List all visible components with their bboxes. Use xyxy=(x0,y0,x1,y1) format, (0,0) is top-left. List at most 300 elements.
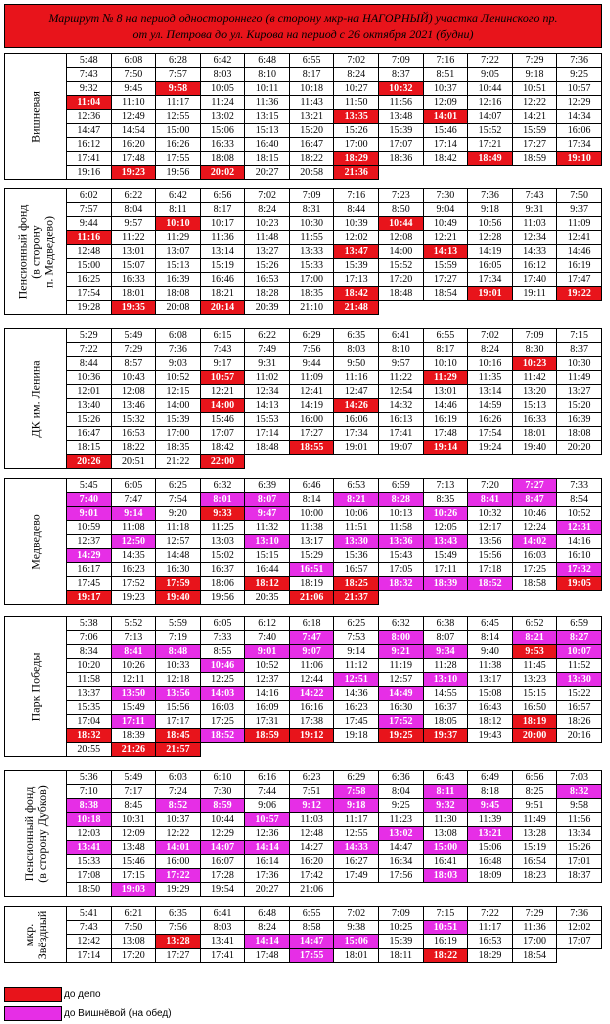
departure-time: 7:29 xyxy=(512,54,557,68)
departure-time: 12:36 xyxy=(67,110,112,124)
departure-time-lunch: 8:00 xyxy=(379,631,424,645)
departure-time-lunch: 13:30 xyxy=(557,673,602,687)
departure-time: 15:13 xyxy=(245,124,290,138)
departure-time: 12:34 xyxy=(512,231,557,245)
departure-time: 15:07 xyxy=(111,259,156,273)
departure-time-depot: 19:01 xyxy=(468,287,513,301)
departure-time: 8:35 xyxy=(423,493,468,507)
departure-time: 6:56 xyxy=(200,189,245,203)
departure-time: 15:26 xyxy=(245,259,290,273)
departure-time: 8:30 xyxy=(512,343,557,357)
departure-time: 10:26 xyxy=(111,659,156,673)
departure-time: 6:02 xyxy=(67,189,112,203)
empty-cell xyxy=(423,743,468,757)
departure-time-lunch: 19:03 xyxy=(111,883,156,897)
departure-time: 11:23 xyxy=(379,813,424,827)
departure-time-depot: 10:32 xyxy=(379,82,424,96)
departure-time: 12:57 xyxy=(379,673,424,687)
departure-time: 12:16 xyxy=(468,96,513,110)
departure-time: 8:14 xyxy=(468,631,513,645)
departure-time-lunch: 14:01 xyxy=(156,841,201,855)
departure-time: 15:26 xyxy=(67,413,112,427)
departure-time: 16:27 xyxy=(334,855,379,869)
departure-time: 16:40 xyxy=(245,138,290,152)
departure-time: 17:47 xyxy=(557,273,602,287)
stop-name-text xyxy=(23,785,49,883)
departure-time: 18:01 xyxy=(334,949,379,963)
departure-time: 12:09 xyxy=(423,96,468,110)
stop-name-line: Звёздный xyxy=(34,910,49,959)
departure-time: 6:46 xyxy=(289,479,334,493)
departure-time-depot: 19:40 xyxy=(156,591,201,605)
departure-time: 16:39 xyxy=(557,413,602,427)
departure-time: 10:37 xyxy=(423,82,468,96)
departure-time: 7:19 xyxy=(156,631,201,645)
departure-time: 8:45 xyxy=(111,799,156,813)
table-row xyxy=(5,385,602,399)
empty-cell xyxy=(557,301,602,315)
departure-time: 15:53 xyxy=(245,413,290,427)
departure-time: 18:12 xyxy=(468,715,513,729)
departure-time: 15:33 xyxy=(289,259,334,273)
departure-time: 13:15 xyxy=(245,110,290,124)
departure-time-lunch: 9:14 xyxy=(111,507,156,521)
table-row xyxy=(5,799,602,813)
empty-cell xyxy=(423,591,468,605)
departure-time-lunch: 8:32 xyxy=(557,785,602,799)
departure-time: 15:33 xyxy=(67,855,112,869)
stop-name-line: мкр. xyxy=(21,923,36,946)
departure-time: 10:59 xyxy=(67,521,112,535)
departure-time: 19:56 xyxy=(200,591,245,605)
departure-time: 15:52 xyxy=(468,124,513,138)
departure-time: 7:09 xyxy=(289,189,334,203)
departure-time: 11:56 xyxy=(379,96,424,110)
departure-time: 11:58 xyxy=(67,673,112,687)
departure-time: 7:22 xyxy=(468,907,513,921)
departure-time: 21:22 xyxy=(156,455,201,469)
departure-time-lunch: 9:47 xyxy=(245,507,290,521)
departure-time: 7:02 xyxy=(468,329,513,343)
departure-time: 10:16 xyxy=(468,357,513,371)
departure-time: 8:17 xyxy=(289,68,334,82)
departure-time: 17:07 xyxy=(200,427,245,441)
departure-time: 16:47 xyxy=(289,138,334,152)
departure-time-lunch: 13:50 xyxy=(111,687,156,701)
table-row xyxy=(5,549,602,563)
departure-time: 9:50 xyxy=(334,357,379,371)
departure-time-depot: 14:00 xyxy=(200,399,245,413)
departure-time-lunch: 8:11 xyxy=(423,785,468,799)
departure-time: 6:56 xyxy=(512,771,557,785)
departure-time: 12:36 xyxy=(245,827,290,841)
departure-time-depot: 19:22 xyxy=(557,287,602,301)
table-row xyxy=(5,203,602,217)
departure-time: 16:43 xyxy=(468,701,513,715)
departure-time: 8:58 xyxy=(289,921,334,935)
departure-time: 7:09 xyxy=(379,907,424,921)
departure-time: 11:17 xyxy=(334,813,379,827)
departure-time: 12:22 xyxy=(512,96,557,110)
empty-cell xyxy=(512,301,557,315)
stop-name xyxy=(5,771,67,897)
departure-time: 10:23 xyxy=(245,217,290,231)
departure-time: 12:48 xyxy=(289,827,334,841)
departure-time: 18:08 xyxy=(156,287,201,301)
departure-time: 7:02 xyxy=(334,54,379,68)
departure-time: 17:48 xyxy=(111,152,156,166)
departure-time: 14:21 xyxy=(512,110,557,124)
departure-time: 18:35 xyxy=(156,441,201,455)
departure-time: 11:50 xyxy=(334,96,379,110)
empty-cell xyxy=(379,743,424,757)
table-row xyxy=(5,617,602,631)
departure-time: 14:46 xyxy=(423,399,468,413)
departure-time: 18:28 xyxy=(245,287,290,301)
departure-time: 11:22 xyxy=(379,371,424,385)
departure-time: 14:36 xyxy=(334,687,379,701)
departure-time: 15:46 xyxy=(423,124,468,138)
departure-time: 7:15 xyxy=(557,329,602,343)
departure-time: 12:09 xyxy=(111,827,156,841)
departure-time: 10:49 xyxy=(423,217,468,231)
departure-time: 18:37 xyxy=(557,869,602,883)
departure-time: 7:13 xyxy=(111,631,156,645)
table-row xyxy=(5,68,602,82)
departure-time: 7:36 xyxy=(557,54,602,68)
departure-time: 19:28 xyxy=(67,301,112,315)
departure-time: 16:34 xyxy=(379,855,424,869)
departure-time-lunch: 14:03 xyxy=(200,687,245,701)
departure-time: 17:48 xyxy=(245,949,290,963)
departure-time: 18:11 xyxy=(379,949,424,963)
departure-time: 12:02 xyxy=(334,231,379,245)
empty-cell xyxy=(512,883,557,897)
table-row xyxy=(5,493,602,507)
departure-time: 8:14 xyxy=(289,493,334,507)
departure-time: 14:16 xyxy=(245,687,290,701)
departure-time: 6:55 xyxy=(423,329,468,343)
table-row xyxy=(5,189,602,203)
departure-time: 7:30 xyxy=(423,189,468,203)
departure-time: 14:46 xyxy=(557,245,602,259)
table-row xyxy=(5,217,602,231)
departure-time-lunch: 13:41 xyxy=(67,841,112,855)
departure-time: 7:24 xyxy=(156,785,201,799)
departure-time: 7:33 xyxy=(557,479,602,493)
departure-time: 16:20 xyxy=(289,855,334,869)
departure-time: 6:10 xyxy=(200,771,245,785)
departure-time: 7:50 xyxy=(111,68,156,82)
departure-time: 10:30 xyxy=(289,217,334,231)
departure-time: 13:56 xyxy=(468,535,513,549)
departure-time: 14:19 xyxy=(468,245,513,259)
departure-time: 6:29 xyxy=(334,771,379,785)
departure-time: 19:18 xyxy=(334,729,379,743)
departure-time: 6:59 xyxy=(379,479,424,493)
departure-time-lunch: 10:46 xyxy=(200,659,245,673)
departure-time: 9:38 xyxy=(334,921,379,935)
stop-name-line: (в сторону Дубков) xyxy=(34,784,49,883)
departure-time: 6:43 xyxy=(423,771,468,785)
departure-time: 7:50 xyxy=(111,921,156,935)
departure-time: 17:11 xyxy=(423,563,468,577)
departure-time: 15:26 xyxy=(557,841,602,855)
departure-time-depot: 18:49 xyxy=(468,152,513,166)
table-row xyxy=(5,883,602,897)
departure-time: 8:11 xyxy=(156,203,201,217)
departure-time: 8:18 xyxy=(468,785,513,799)
empty-cell xyxy=(468,301,513,315)
departure-time: 12:37 xyxy=(245,673,290,687)
departure-time: 10:10 xyxy=(423,357,468,371)
departure-time-depot: 22:00 xyxy=(200,455,245,469)
empty-cell xyxy=(379,883,424,897)
departure-time: 13:28 xyxy=(512,827,557,841)
departure-time-depot: 10:44 xyxy=(379,217,424,231)
departure-time: 8:04 xyxy=(111,203,156,217)
departure-time: 5:38 xyxy=(67,617,112,631)
table-row xyxy=(5,521,602,535)
departure-time: 15:00 xyxy=(67,259,112,273)
departure-time: 20:16 xyxy=(557,729,602,743)
departure-time: 5:36 xyxy=(67,771,112,785)
departure-time: 14:47 xyxy=(67,124,112,138)
departure-time: 9:44 xyxy=(289,357,334,371)
empty-cell xyxy=(289,743,334,757)
departure-time: 5:45 xyxy=(67,479,112,493)
departure-time: 17:41 xyxy=(67,152,112,166)
departure-time-lunch: 18:03 xyxy=(423,869,468,883)
departure-time: 7:10 xyxy=(67,785,112,799)
departure-time: 14:19 xyxy=(289,399,334,413)
departure-time: 16:23 xyxy=(334,701,379,715)
departure-time: 19:23 xyxy=(111,591,156,605)
departure-time: 6:45 xyxy=(468,617,513,631)
table-row xyxy=(5,110,602,124)
departure-time: 10:57 xyxy=(557,82,602,96)
empty-cell xyxy=(245,743,290,757)
departure-time: 12:01 xyxy=(67,385,112,399)
departure-time: 17:56 xyxy=(379,869,424,883)
empty-cell xyxy=(557,166,602,180)
stop-name-text xyxy=(29,652,42,721)
table-row xyxy=(5,273,602,287)
departure-time: 12:37 xyxy=(67,535,112,549)
table-row xyxy=(5,301,602,315)
departure-time: 16:57 xyxy=(557,701,602,715)
departure-time: 10:33 xyxy=(156,659,201,673)
departure-time: 15:19 xyxy=(512,841,557,855)
departure-time: 9:31 xyxy=(245,357,290,371)
departure-time-depot: 19:23 xyxy=(111,166,156,180)
stop-name-line: Вишневая xyxy=(28,90,42,143)
departure-time: 11:43 xyxy=(289,96,334,110)
departure-time-lunch: 14:14 xyxy=(245,841,290,855)
departure-time: 8:03 xyxy=(200,921,245,935)
departure-time: 17:14 xyxy=(423,138,468,152)
table-row xyxy=(5,729,602,743)
departure-time-lunch: 8:47 xyxy=(512,493,557,507)
departure-time: 5:48 xyxy=(67,54,112,68)
departure-time-lunch: 10:07 xyxy=(557,645,602,659)
empty-cell xyxy=(468,591,513,605)
departure-time-lunch: 18:32 xyxy=(379,577,424,591)
departure-time: 12:21 xyxy=(200,385,245,399)
table-row xyxy=(5,329,602,343)
departure-time: 11:10 xyxy=(111,96,156,110)
departure-time: 17:34 xyxy=(468,273,513,287)
departure-time-depot: 17:59 xyxy=(156,577,201,591)
departure-time-depot: 11:04 xyxy=(67,96,112,110)
departure-time: 6:55 xyxy=(289,907,334,921)
departure-time: 6:25 xyxy=(156,479,201,493)
stop-timetable xyxy=(4,770,602,897)
departure-time-depot: 13:35 xyxy=(334,110,379,124)
departure-time: 12:54 xyxy=(379,385,424,399)
legend xyxy=(4,986,304,1024)
departure-time: 10:46 xyxy=(512,507,557,521)
departure-time-depot: 18:22 xyxy=(423,949,468,963)
departure-time: 18:08 xyxy=(200,152,245,166)
departure-time: 19:01 xyxy=(334,441,379,455)
departure-time: 12:29 xyxy=(557,96,602,110)
stop-timetable xyxy=(4,328,602,469)
departure-time: 12:24 xyxy=(512,521,557,535)
departure-time-lunch: 8:41 xyxy=(111,645,156,659)
departure-time: 18:42 xyxy=(200,441,245,455)
departure-time-lunch: 14:14 xyxy=(245,935,290,949)
table-row xyxy=(5,343,602,357)
table-row xyxy=(5,441,602,455)
departure-time-lunch: 9:01 xyxy=(67,507,112,521)
departure-time-lunch: 18:52 xyxy=(200,729,245,743)
departure-time: 7:30 xyxy=(200,785,245,799)
departure-time: 13:48 xyxy=(111,841,156,855)
departure-time: 7:54 xyxy=(156,493,201,507)
departure-time: 17:45 xyxy=(67,577,112,591)
departure-time-lunch: 17:55 xyxy=(289,949,334,963)
departure-time: 15:06 xyxy=(200,124,245,138)
departure-time: 13:41 xyxy=(200,935,245,949)
departure-time-lunch: 17:22 xyxy=(156,869,201,883)
departure-time: 11:30 xyxy=(423,813,468,827)
departure-time: 17:00 xyxy=(289,273,334,287)
departure-time: 15:08 xyxy=(468,687,513,701)
stop-name-line: п. Медведево) xyxy=(41,215,55,288)
departure-time-depot: 19:25 xyxy=(379,729,424,743)
departure-time: 10:52 xyxy=(557,507,602,521)
departure-time: 13:08 xyxy=(111,935,156,949)
departure-time: 13:33 xyxy=(289,245,334,259)
departure-time: 11:49 xyxy=(557,371,602,385)
departure-time-depot: 10:23 xyxy=(512,357,557,371)
departure-time: 17:54 xyxy=(468,427,513,441)
departure-time: 13:07 xyxy=(156,245,201,259)
departure-time: 10:13 xyxy=(379,507,424,521)
departure-time: 10:06 xyxy=(334,507,379,521)
departure-time-lunch: 13:02 xyxy=(379,827,424,841)
departure-time: 6:29 xyxy=(289,329,334,343)
departure-time: 9:04 xyxy=(423,203,468,217)
table-row xyxy=(5,921,602,935)
empty-cell xyxy=(557,591,602,605)
departure-time: 15:15 xyxy=(512,687,557,701)
departure-time: 16:12 xyxy=(67,138,112,152)
departure-time: 16:53 xyxy=(245,273,290,287)
departure-time: 17:55 xyxy=(156,152,201,166)
departure-time: 10:37 xyxy=(156,813,201,827)
departure-time-lunch: 17:32 xyxy=(557,563,602,577)
departure-time: 15:46 xyxy=(111,855,156,869)
departure-time-lunch: 9:12 xyxy=(289,799,334,813)
departure-time: 13:01 xyxy=(111,245,156,259)
schedule-header xyxy=(4,4,602,48)
departure-time: 6:05 xyxy=(200,617,245,631)
departure-time: 8:10 xyxy=(379,343,424,357)
departure-time: 7:51 xyxy=(289,785,334,799)
departure-time: 10:44 xyxy=(468,82,513,96)
departure-time-lunch: 14:47 xyxy=(289,935,334,949)
departure-time: 8:03 xyxy=(200,68,245,82)
departure-time: 18:22 xyxy=(111,441,156,455)
departure-time: 6:48 xyxy=(245,907,290,921)
departure-time: 17:36 xyxy=(245,869,290,883)
departure-time-lunch: 9:01 xyxy=(245,645,290,659)
departure-time-depot: 20:14 xyxy=(200,301,245,315)
stop-timetable xyxy=(4,616,602,757)
table-row xyxy=(5,631,602,645)
departure-time-depot: 20:02 xyxy=(200,166,245,180)
departure-time: 10:05 xyxy=(200,82,245,96)
departure-time: 7:43 xyxy=(200,343,245,357)
departure-time: 7:33 xyxy=(200,631,245,645)
departure-time: 11:52 xyxy=(557,659,602,673)
departure-time: 16:06 xyxy=(334,413,379,427)
departure-time: 8:07 xyxy=(423,631,468,645)
departure-time-depot: 21:06 xyxy=(289,591,334,605)
departure-time: 16:12 xyxy=(512,259,557,273)
departure-time: 7:16 xyxy=(334,189,379,203)
departure-time: 11:06 xyxy=(289,659,334,673)
departure-time: 8:25 xyxy=(512,785,557,799)
departure-time: 15:52 xyxy=(379,259,424,273)
departure-time: 16:03 xyxy=(512,549,557,563)
table-row xyxy=(5,507,602,521)
departure-time: 16:13 xyxy=(379,413,424,427)
departure-time: 15:00 xyxy=(156,124,201,138)
departure-time: 17:42 xyxy=(289,869,334,883)
departure-time: 17:28 xyxy=(200,869,245,883)
departure-time: 10:31 xyxy=(111,813,156,827)
departure-time: 18:23 xyxy=(512,869,557,883)
departure-time: 9:14 xyxy=(334,645,379,659)
departure-time-lunch: 14:49 xyxy=(379,687,424,701)
departure-time-depot: 20:26 xyxy=(67,455,112,469)
table-row xyxy=(5,855,602,869)
departure-time-depot: 10:57 xyxy=(200,371,245,385)
empty-cell xyxy=(334,883,379,897)
departure-time: 14:16 xyxy=(557,535,602,549)
departure-time-depot: 9:53 xyxy=(512,645,557,659)
table-row xyxy=(5,287,602,301)
departure-time: 9:31 xyxy=(512,203,557,217)
departure-time: 14:27 xyxy=(289,841,334,855)
table-row xyxy=(5,54,602,68)
departure-time: 6:15 xyxy=(200,329,245,343)
table-row xyxy=(5,771,602,785)
departure-time: 16:14 xyxy=(245,855,290,869)
